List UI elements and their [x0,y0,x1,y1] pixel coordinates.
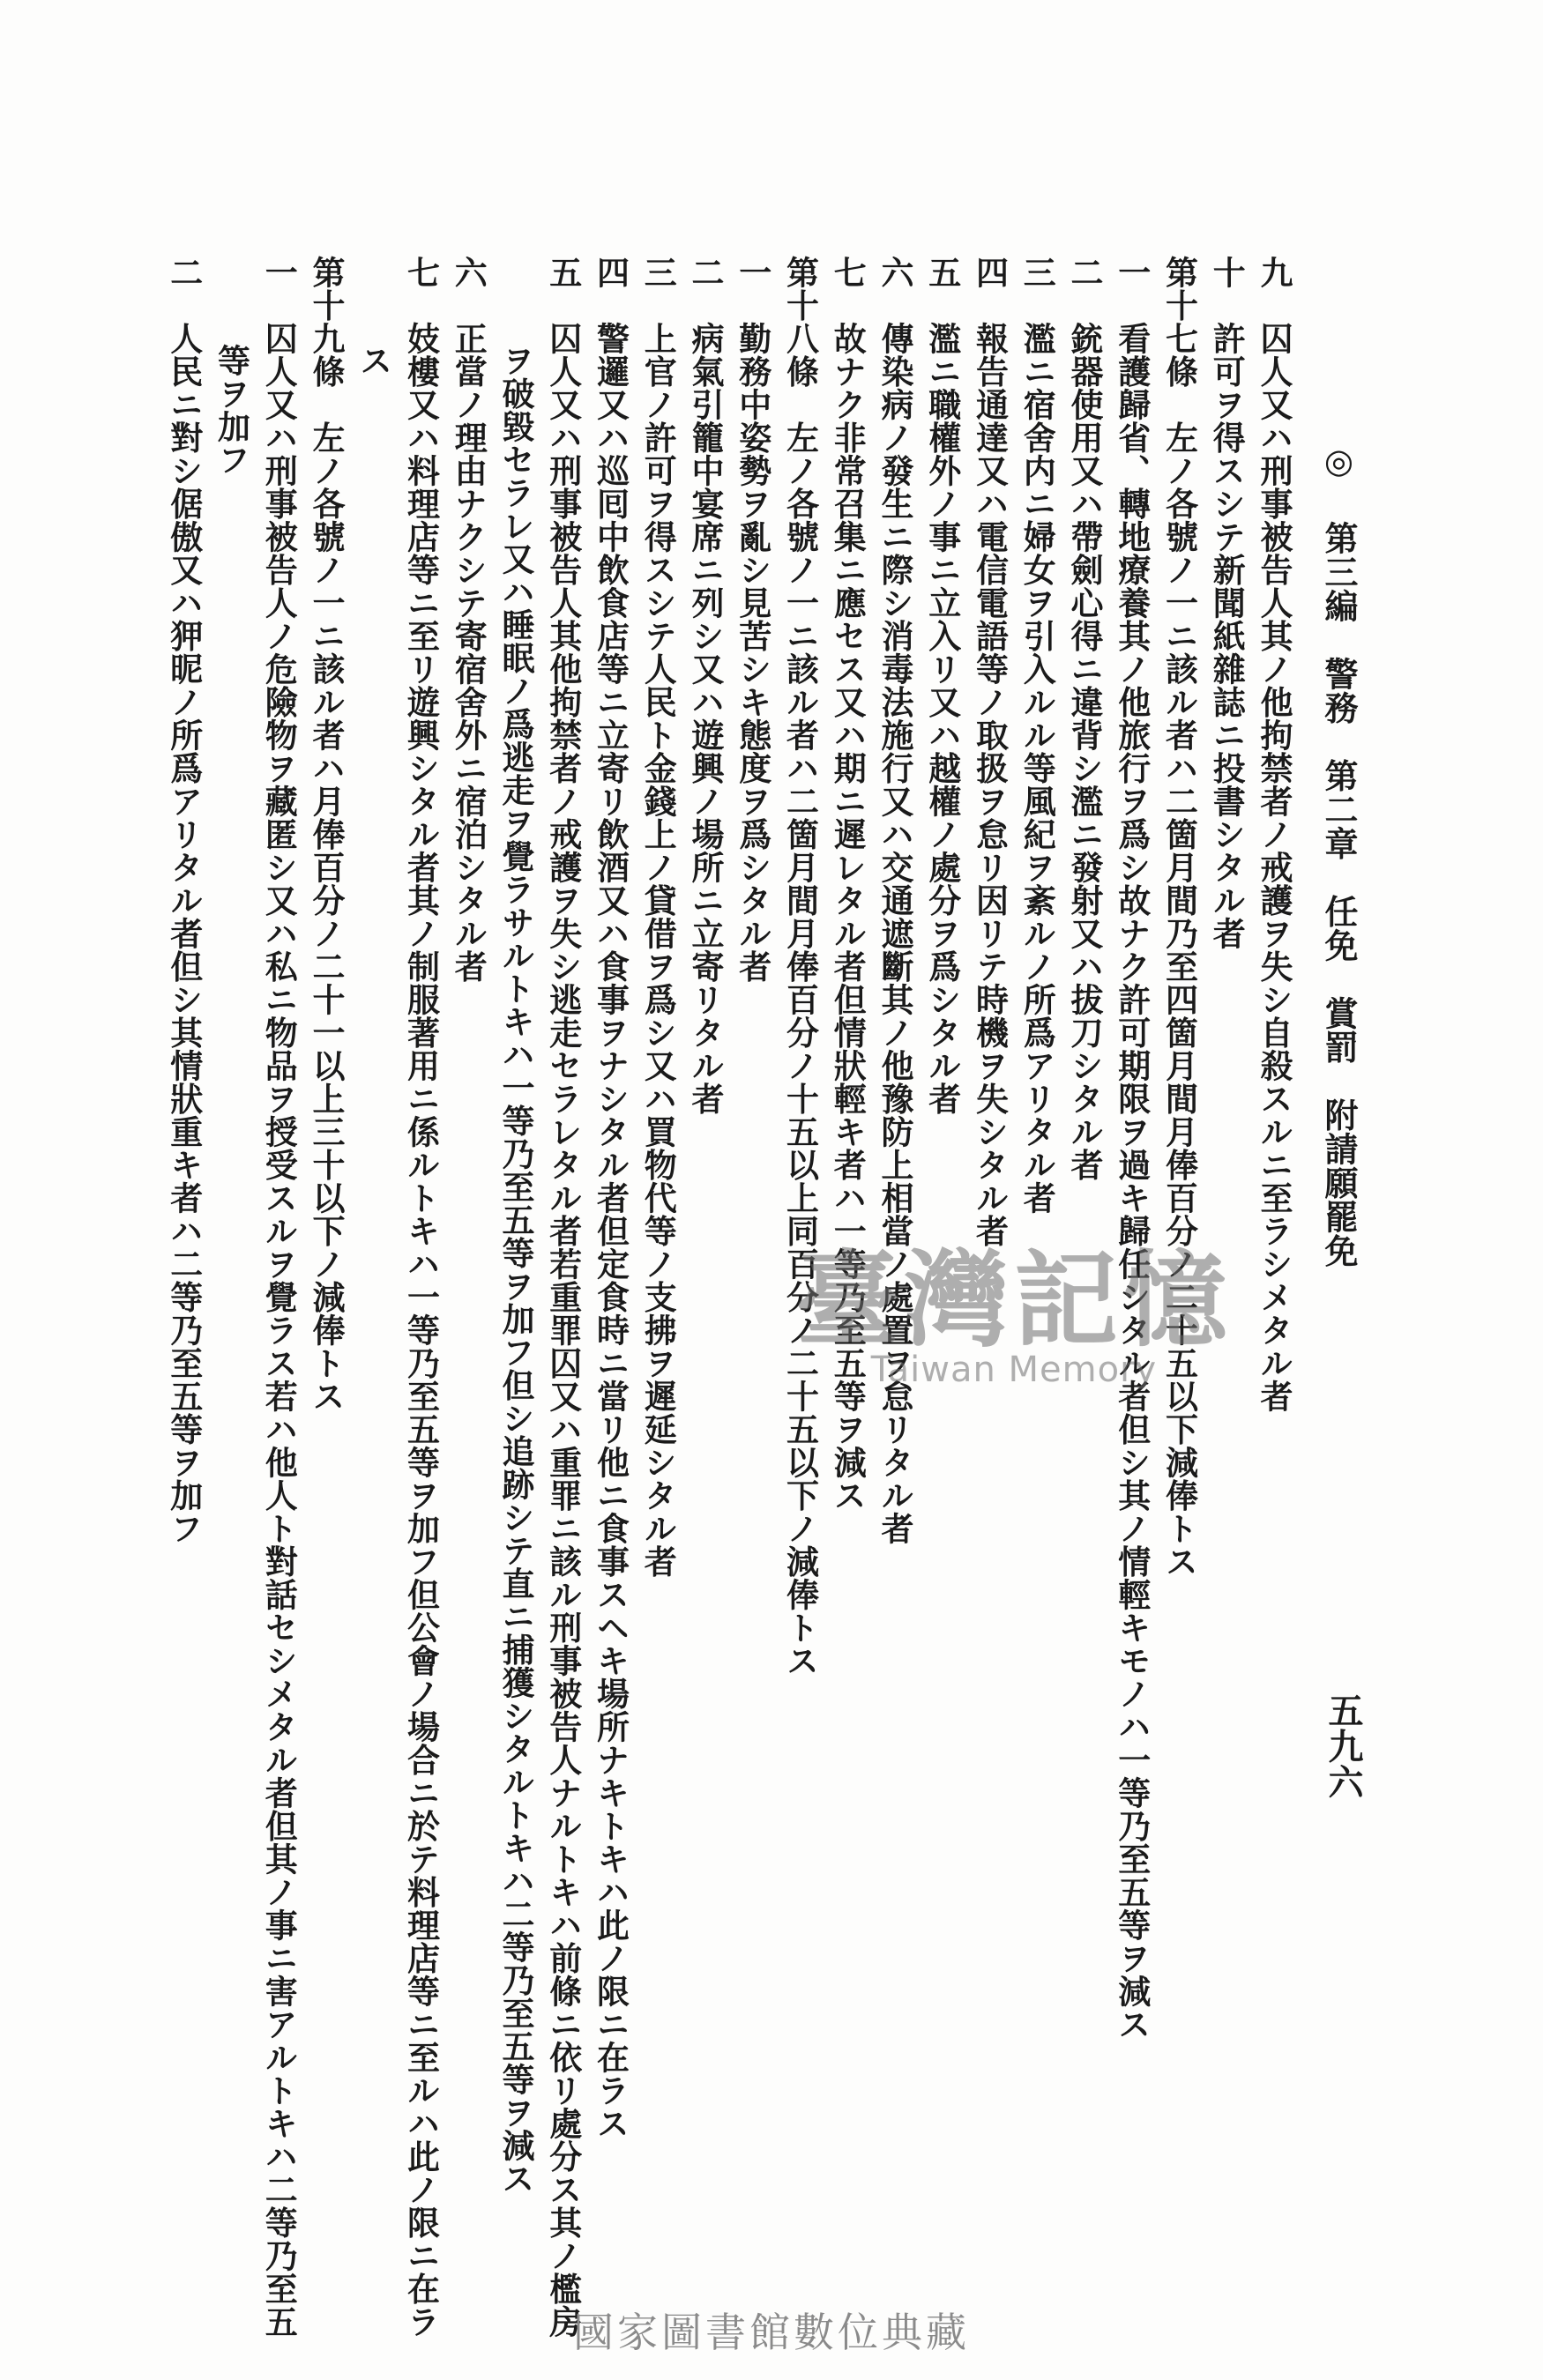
page-number: 五九六 [1323,1692,1364,1800]
watermark-subtitle: Taiwan Memory [870,1350,1158,1390]
running-header: ◎ 第三編 警務 第二章 任免 賞罰 附請願罷免 [1319,441,1359,1268]
text-column: 四 報告通達又ハ電信電語等ノ取扱ヲ怠リ因リテ時機ヲ失シタル者 [970,256,1010,1247]
text-column: 第十七條 左ノ各號ノ一ニ該ル者ハ二箇月間乃至四箇月間月俸百分ノ二十五以下減俸トス [1159,256,1199,1578]
text-column: 九 囚人又ハ刑事被告人其ノ他拘禁者ノ戒護ヲ失シ自殺スルニ至ラシメタル者 [1255,256,1293,1413]
text-column: ス [354,344,393,377]
text-column: 第十九條 左ノ各號ノ一ニ該ル者ハ月俸百分ノ二十一以上三十以下ノ減俸トス [307,256,346,1413]
text-column: 二 銃器使用又ハ帶劍心得ニ違背シ濫ニ發射又ハ拔刀シタル者 [1065,256,1104,1181]
text-column: 一 看護歸省、轉地療養其ノ他旅行ヲ爲シ故ナク許可期限ヲ過キ歸任シタル者但シ其ノ情輕キモノハ一等乃至五等ヲ減ス [1112,256,1152,2041]
text-column: 一 勤務中姿勢ヲ亂シ見苦シキ態度ヲ爲シタル者 [733,256,772,983]
text-column: 四 警邏又ハ巡囘中飲食店等ニ立寄リ飲酒又ハ食事ヲナシタル者但定食時ニ當リ他ニ食事スヘキ場所ナキトキハ此ノ限ニ在ラス [591,256,630,2140]
watermark-title: 臺灣記憶 [794,1238,1233,1361]
text-column: 三 上官ノ許可ヲ得スシテ人民ト金錢上ノ貸借ヲ爲シ又ハ買物代等ノ支拂ヲ遲延シタル者 [638,256,678,1578]
text-column: 三 濫ニ宿舍内ニ婦女ヲ引入ルル等風紀ヲ紊ルノ所爲アリタル者 [1017,256,1057,1215]
text-column: 等ヲ加フ [212,344,251,476]
text-column: 五 囚人又ハ刑事被告人其他拘禁者ノ戒護ヲ失シ逃走セラレタル者若重罪囚又ハ重罪ニ該ル刑事被告人ナルトキハ前條ニ依リ處分ス其ノ檻房 [543,256,583,2339]
text-column: 二 病氣引籠中宴席ニ列シ又ハ遊興ノ場所ニ立寄リタル者 [686,256,725,1115]
text-column: 七 妓樓又ハ料理店等ニ至リ遊興シタル者其ノ制服著用ニ係ルトキハ一等乃至五等ヲ加フ但公會ノ場合ニ於テ料理店等ニ至ルハ此ノ限ニ在ラ [401,256,441,2339]
text-column: 二 人民ニ對シ倨傲又ハ狎昵ノ所爲アリタル者但シ其情狀重キ者ハ二等乃至五等ヲ加フ [164,256,204,1545]
text-column: 第十八條 左ノ各號ノ一ニ該ル者ハ二箇月間月俸百分ノ十五以上同百分ノ二十五以下ノ減俸トス [780,256,820,1677]
text-column: ヲ破毀セラレ又ハ睡眠ノ爲逃走ヲ覺ラサルトキハ一等乃至五等ヲ加フ但シ追跡シテ直ニ捕獲シタルトキハ二等乃至五等ヲ減ス [496,344,535,2195]
text-column: 六 傳染病ノ發生ニ際シ消毒法施行又ハ交通遮斷其ノ他豫防上相當ノ處置ヲ怠リタル者 [876,256,914,1545]
text-column: 六 正當ノ理由ナクシテ寄宿舍外ニ宿泊シタル者 [449,256,488,983]
text-column: 十 許可ヲ得スシテ新聞紙雜誌ニ投書シタル者 [1207,256,1247,950]
text-column: 七 故ナク非常召集ニ應セス又ハ期ニ遲レタル者但情狀輕キ者ハ一等乃至五等ヲ減ス [828,256,868,1512]
footer-credit: 國家圖書館數位典藏 [573,2309,970,2356]
text-column: 五 濫ニ職權外ノ事ニ立入リ又ハ越權ノ處分ヲ爲シタル者 [922,256,962,1115]
text-column: 一 囚人又ハ刑事被告人ノ危險物ヲ藏匿シ又ハ私ニ物品ヲ授受スルヲ覺ラス若ハ他人ト對話セシメタル者但其ノ事ニ害アルトキハ二等乃至五 [259,256,299,2339]
